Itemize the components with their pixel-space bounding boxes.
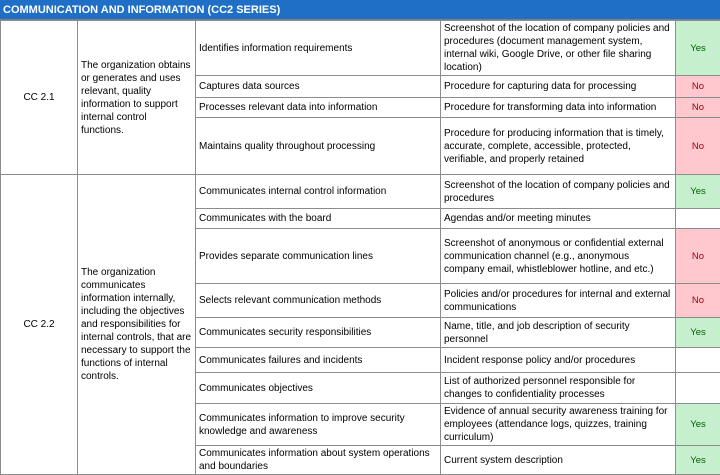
control-description: The organization obtains or generates and uses relevant, quality information to support internal control functions. xyxy=(78,21,196,175)
status-cell: No xyxy=(676,284,720,318)
evidence: Agendas and/or meeting minutes xyxy=(441,209,676,229)
status-cell: Yes xyxy=(676,446,720,475)
table-row xyxy=(1,21,720,76)
status-cell xyxy=(676,373,720,404)
evidence: Procedure for producing information that is timely, accurate, complete, accessible, protected, verifiable, and properly retained xyxy=(441,118,676,175)
evidence: Screenshot of the location of company policies and procedures (document management system, internal wiki, Google Drive, or other file sharing location) xyxy=(441,21,676,76)
point-of-focus: Communicates information to improve security knowledge and awareness xyxy=(196,404,441,446)
evidence: Name, title, and job description of security personnel xyxy=(441,318,676,348)
point-of-focus: Communicates objectives xyxy=(196,373,441,404)
point-of-focus: Provides separate communication lines xyxy=(196,229,441,284)
status-cell: No xyxy=(676,118,720,175)
controls-table xyxy=(0,20,720,475)
status-cell: Yes xyxy=(676,318,720,348)
point-of-focus: Selects relevant communication methods xyxy=(196,284,441,318)
point-of-focus: Captures data sources xyxy=(196,76,441,98)
status-cell: No xyxy=(676,229,720,284)
evidence: Evidence of annual security awareness training for employees (attendance logs, quizzes, training curriculum) xyxy=(441,404,676,446)
status-cell: Yes xyxy=(676,21,720,76)
control-description: The organization communicates information internally, including the objectives and responsibilities for internal controls, that are necessary to support the functions of internal controls. xyxy=(78,175,196,475)
status-cell xyxy=(676,348,720,373)
point-of-focus: Communicates failures and incidents xyxy=(196,348,441,373)
point-of-focus: Communicates internal control information xyxy=(196,175,441,209)
status-cell: No xyxy=(676,98,720,118)
control-code: CC 2.2 xyxy=(1,175,78,475)
point-of-focus: Processes relevant data into information xyxy=(196,98,441,118)
evidence: Policies and/or procedures for internal and external communications xyxy=(441,284,676,318)
evidence: Current system description xyxy=(441,446,676,475)
evidence: Incident response policy and/or procedures xyxy=(441,348,676,373)
status-cell: No xyxy=(676,76,720,98)
evidence: Screenshot of anonymous or confidential external communication channel (e.g., anonymous company email, whistleblower hotline, and etc.) xyxy=(441,229,676,284)
evidence: Procedure for transforming data into information xyxy=(441,98,676,118)
table-row xyxy=(1,175,720,209)
point-of-focus: Communicates with the board xyxy=(196,209,441,229)
control-code: CC 2.1 xyxy=(1,21,78,175)
point-of-focus: Identifies information requirements xyxy=(196,21,441,76)
status-cell: Yes xyxy=(676,404,720,446)
point-of-focus: Maintains quality throughout processing xyxy=(196,118,441,175)
point-of-focus: Communicates information about system operations and boundaries xyxy=(196,446,441,475)
evidence: Screenshot of the location of company policies and procedures xyxy=(441,175,676,209)
evidence: List of authorized personnel responsible for changes to confidentiality processes xyxy=(441,373,676,404)
status-cell: Yes xyxy=(676,175,720,209)
status-cell xyxy=(676,209,720,229)
point-of-focus: Communicates security responsibilities xyxy=(196,318,441,348)
section-title: COMMUNICATION AND INFORMATION (CC2 SERIES) xyxy=(0,0,720,20)
evidence: Procedure for capturing data for processing xyxy=(441,76,676,98)
